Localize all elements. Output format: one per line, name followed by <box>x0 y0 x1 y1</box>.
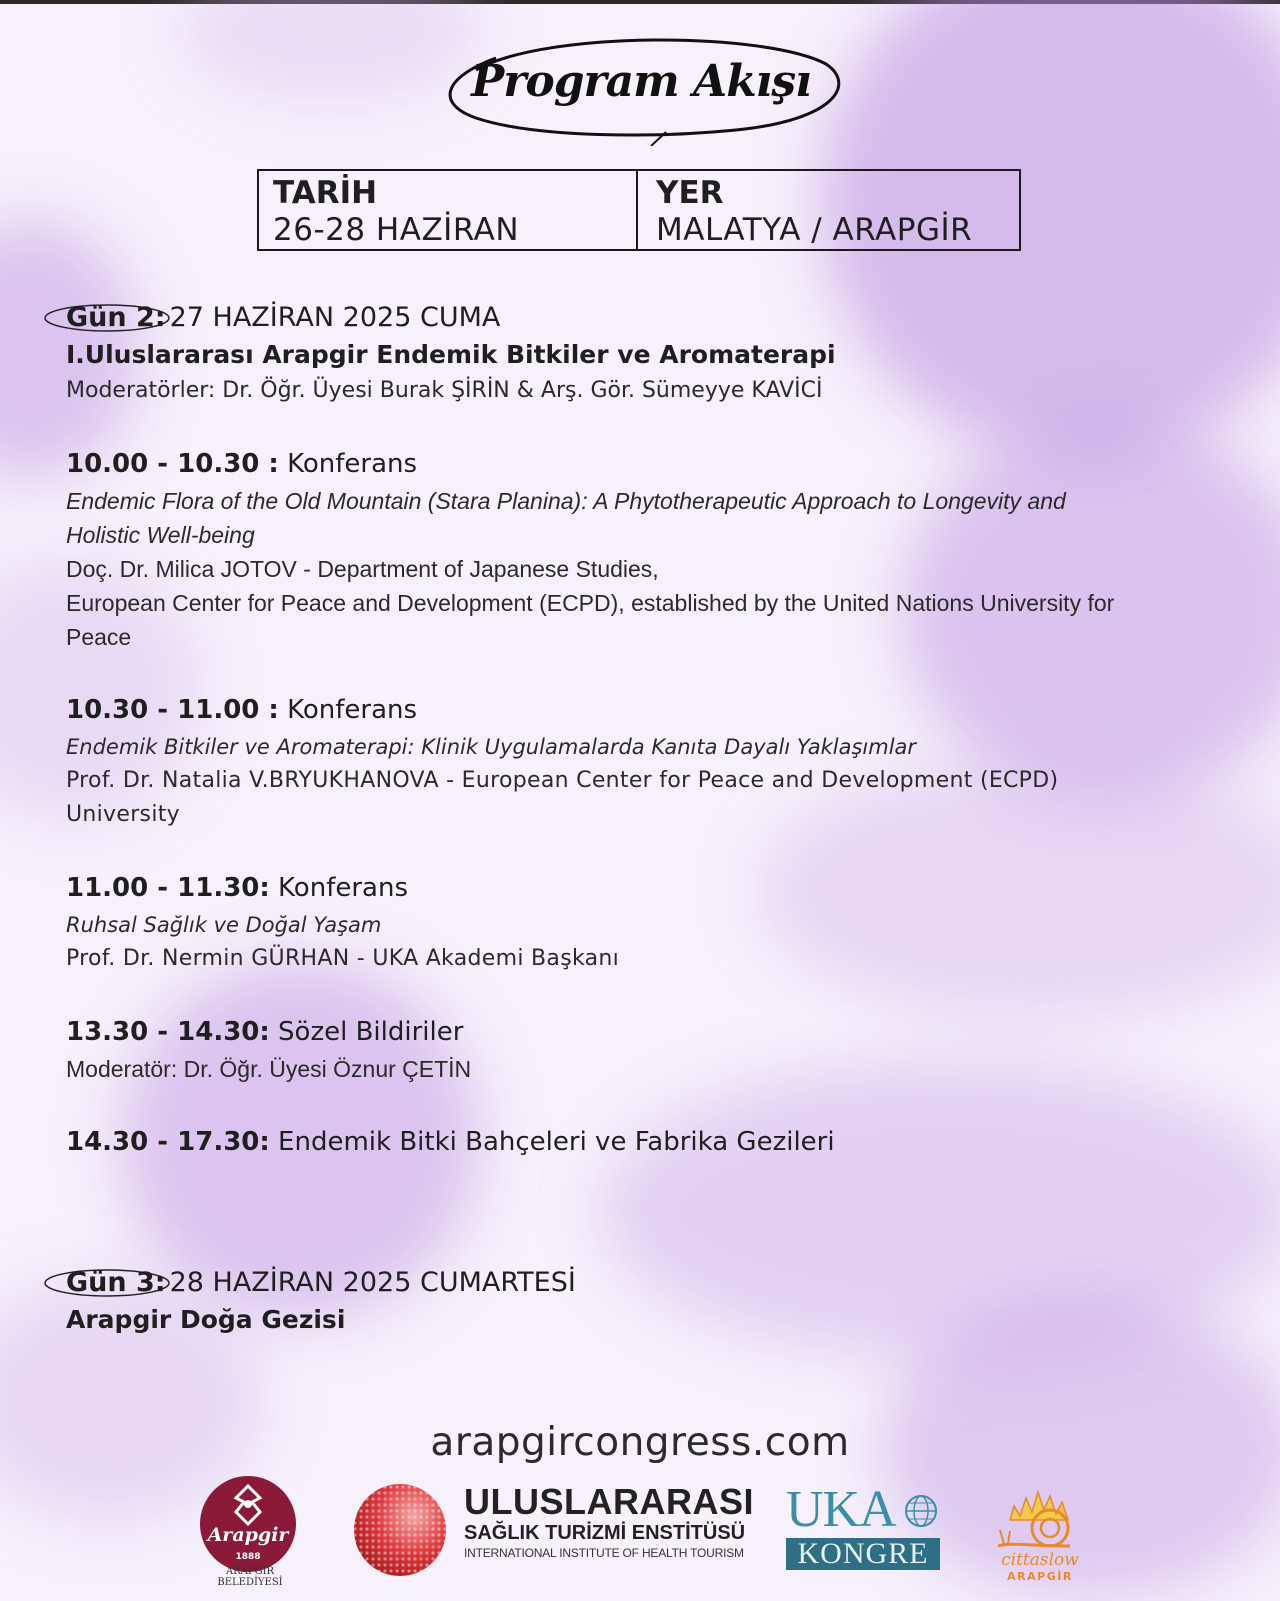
session-3 <box>66 868 1246 976</box>
day3-title: Arapgir Doğa Gezisi <box>66 1305 346 1334</box>
session-1 <box>66 444 1246 654</box>
session-5 <box>66 1122 1246 1162</box>
session-type: Sözel Bildiriler <box>278 1017 464 1047</box>
day2-program <box>66 300 1246 1162</box>
day2-moderators: Moderatörler: Dr. Öğr. Üyesi Burak ŞİRİN & Arş. Gör. Sümeyye KAVİCİ <box>66 378 823 403</box>
day3-badge: Gün 3: <box>66 1265 170 1301</box>
day3-header <box>66 1265 576 1301</box>
session-time: 14.30 - 17.30: <box>66 1127 270 1157</box>
info-box <box>257 169 1021 251</box>
session-time: 11.00 - 11.30: <box>66 873 270 903</box>
arapgir-emblem-icon <box>200 1480 296 1530</box>
iiht-sphere-icon <box>352 1478 452 1578</box>
session-time: 10.30 - 11.00 : <box>66 695 279 725</box>
session-speaker: University <box>66 802 180 827</box>
session-speaker: Peace <box>66 624 132 650</box>
session-type: Endemik Bitki Bahçeleri ve Fabrika Gezileri <box>278 1127 835 1157</box>
session-time: 10.00 - 10.30 : <box>66 449 279 479</box>
day2-badge: Gün 2: <box>66 300 170 336</box>
date-label: TARİH <box>273 175 378 211</box>
date-value: 26-28 HAZİRAN <box>273 212 520 248</box>
uka-kongre-logo: UKA KONGRE <box>786 1484 946 1574</box>
place-cell <box>636 171 1019 249</box>
place-label: YER <box>656 175 724 211</box>
title-text: Program Akışı <box>471 56 811 107</box>
session-type: Konferans <box>287 449 418 479</box>
session-speaker: Doç. Dr. Milica JOTOV - Department of Japanese Studies, <box>66 556 659 582</box>
snail-icon <box>990 1476 1090 1552</box>
sponsor-logos <box>0 1470 1280 1601</box>
session-title: Holistic Well-being <box>66 522 255 548</box>
iiht-logo: ULUSLARARASI SAĞLIK TURİZMİ ENSTİTÜSÜ INTERNATIONAL INSTITUTE OF HEALTH TOURISM <box>352 1478 732 1578</box>
session-title: Endemic Flora of the Old Mountain (Stara Planina): A Phytotherapeutic Approach to Longevity and <box>66 488 1066 514</box>
session-type: Konferans <box>287 695 418 725</box>
session-4 <box>66 1012 1246 1086</box>
session-speaker: Prof. Dr. Natalia V.BRYUKHANOVA - European Center for Peace and Development (ECPD) <box>66 768 1059 793</box>
session-title: Endemik Bitkiler ve Aromaterapi: Klinik Uygulamalarda Kanıta Dayalı Yaklaşımlar <box>66 735 917 759</box>
website-link[interactable]: arapgircongress.com <box>430 1420 850 1465</box>
arapgir-belediyesi-logo: Arapgir 1888 ARAPGİR BELEDİYESİ <box>195 1470 305 1586</box>
day2-header <box>66 300 1246 336</box>
uka-globe-icon <box>904 1494 938 1528</box>
session-title: Ruhsal Sağlık ve Doğal Yaşam <box>66 913 382 937</box>
day3-program <box>66 1265 576 1339</box>
session-time: 13.30 - 14.30: <box>66 1017 270 1047</box>
session-speaker: Prof. Dr. Nermin GÜRHAN - UKA Akademi Başkanı <box>66 946 620 971</box>
session-speaker: European Center for Peace and Development (ECPD), established by the United Nations University for <box>66 590 1115 616</box>
session-speaker: Moderatör: Dr. Öğr. Üyesi Öznur ÇETİN <box>66 1056 472 1082</box>
session-2 <box>66 690 1246 832</box>
day2-title: I.Uluslararası Arapgir Endemik Bitkiler ve Aromaterapi <box>66 340 836 369</box>
place-value: MALATYA / ARAPGİR <box>656 212 973 248</box>
day2-date: 27 HAZİRAN 2025 CUMA <box>169 302 501 333</box>
date-cell <box>259 171 636 249</box>
cittaslow-logo: cittaslow ARAPGİR <box>990 1476 1090 1586</box>
program-title <box>436 22 846 146</box>
session-type: Konferans <box>278 873 408 903</box>
day3-date: 28 HAZİRAN 2025 CUMARTESİ <box>169 1267 576 1298</box>
